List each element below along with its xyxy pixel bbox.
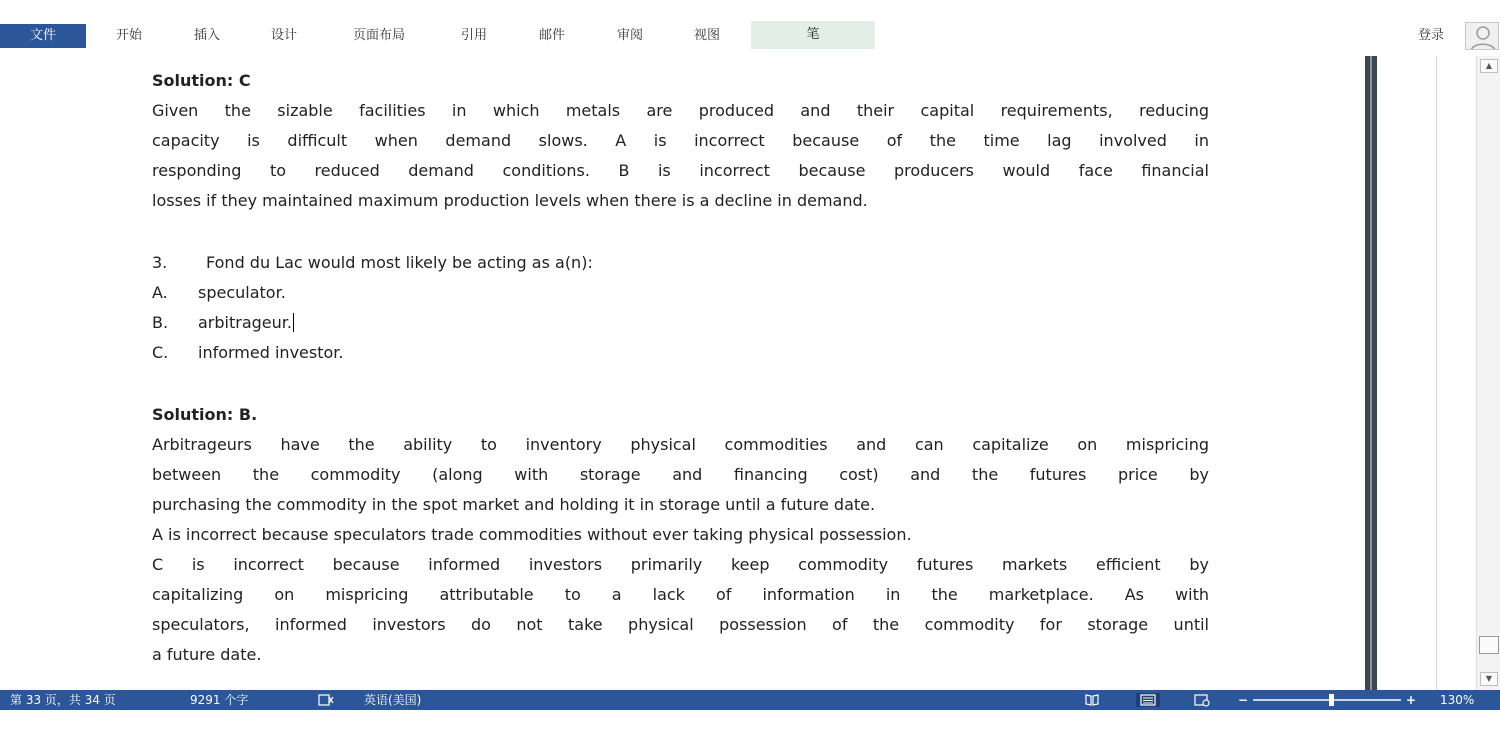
print-layout-icon[interactable] [1136, 693, 1160, 707]
document-page[interactable] [0, 56, 1365, 690]
question-line [152, 248, 1209, 278]
tab-file[interactable]: 文件 [0, 24, 86, 48]
paragraph-line: C is incorrect because informed investors primarily keep commodity futures markets efficient by [152, 555, 1209, 574]
option-line [152, 308, 1209, 338]
divider-line [1436, 56, 1437, 690]
option-line [152, 278, 1209, 308]
scroll-down-arrow-icon[interactable]: ▼ [1480, 672, 1498, 686]
status-bar [0, 690, 1500, 710]
ribbon-tab-bar [0, 0, 1500, 56]
tab-mailings[interactable]: 邮件 [538, 28, 565, 43]
page-count-status[interactable]: 第 33 页，共 34 页 [10, 693, 116, 707]
tab-insert[interactable]: 插入 [193, 28, 220, 43]
screen-bottom-area [0, 710, 1500, 750]
scrollbar-thumb[interactable] [1479, 636, 1499, 654]
tab-references[interactable]: 引用 [460, 28, 487, 43]
login-link[interactable]: 登录 [1418, 28, 1445, 43]
option-text: speculator. [198, 283, 286, 302]
paragraph-line: losses if they maintained maximum production levels when there is a decline in demand. [152, 191, 868, 210]
paragraph-line: Arbitrageurs have the ability to inventory physical commodities and can capitalize on mispricing [152, 435, 1209, 454]
proofing-icon[interactable] [318, 693, 334, 707]
paragraph-line: purchasing the commodity in the spot market and holding it in storage until a future date. [152, 495, 876, 514]
option-letter: B. [152, 313, 169, 332]
paragraph-line: A is incorrect because speculators trade commodities without ever taking physical possession. [152, 525, 912, 544]
solution-heading: Solution: B. [152, 405, 258, 424]
tab-home[interactable]: 开始 [115, 28, 142, 43]
option-text-with-caret [198, 308, 294, 338]
word-count-status[interactable]: 9291 个字 [190, 693, 249, 707]
option-text: arbitrageur. [198, 313, 292, 332]
page-boundary-divider [1365, 56, 1377, 690]
paragraph-line: capacity is difficult when demand slows. A is incorrect because of the time lag involved in [152, 131, 1209, 150]
option-letter: C. [152, 343, 169, 362]
paragraph-line: a future date. [152, 645, 262, 664]
margin-area [1377, 56, 1437, 690]
question-text: Fond du Lac would most likely be acting as a(n): [206, 253, 593, 272]
zoom-in-icon[interactable]: + [1406, 693, 1417, 707]
paragraph-line: responding to reduced demand conditions. B is incorrect because producers would face financial [152, 161, 1209, 180]
paragraph-line: Given the sizable facilities in which metals are produced and their capital requirements, reducing [152, 101, 1209, 120]
web-layout-icon[interactable] [1194, 693, 1210, 707]
tab-design[interactable]: 设计 [270, 28, 297, 43]
zoom-slider[interactable] [1253, 699, 1401, 701]
paragraph-line: speculators, informed investors do not take physical possession of the commodity for storage until [152, 615, 1209, 634]
zoom-out-icon[interactable]: − [1238, 693, 1249, 707]
text-cursor [293, 313, 294, 332]
option-letter: A. [152, 283, 168, 302]
tab-page-layout[interactable]: 页面布局 [352, 28, 405, 43]
zoom-slider-thumb[interactable] [1329, 694, 1334, 706]
tab-pen[interactable]: 笔 [751, 21, 875, 49]
tab-review[interactable]: 审阅 [616, 28, 643, 43]
option-text: informed investor. [198, 343, 344, 362]
paragraph-line: capitalizing on mispricing attributable to a lack of information in the marketplace. As with [152, 585, 1209, 604]
question-number: 3. [152, 253, 168, 272]
paragraph-line: between the commodity (along with storage and financing cost) and the futures price by [152, 465, 1209, 484]
option-line [152, 338, 1209, 368]
scroll-up-arrow-icon[interactable]: ▲ [1480, 59, 1498, 73]
user-avatar-icon[interactable] [1465, 22, 1499, 50]
zoom-level[interactable]: 130% [1440, 693, 1475, 707]
read-mode-icon[interactable] [1084, 693, 1100, 707]
language-status[interactable]: 英语(美国) [364, 693, 422, 707]
tab-view[interactable]: 视图 [693, 28, 720, 43]
solution-heading: Solution: C [152, 71, 251, 90]
vertical-scrollbar[interactable] [1476, 56, 1500, 690]
